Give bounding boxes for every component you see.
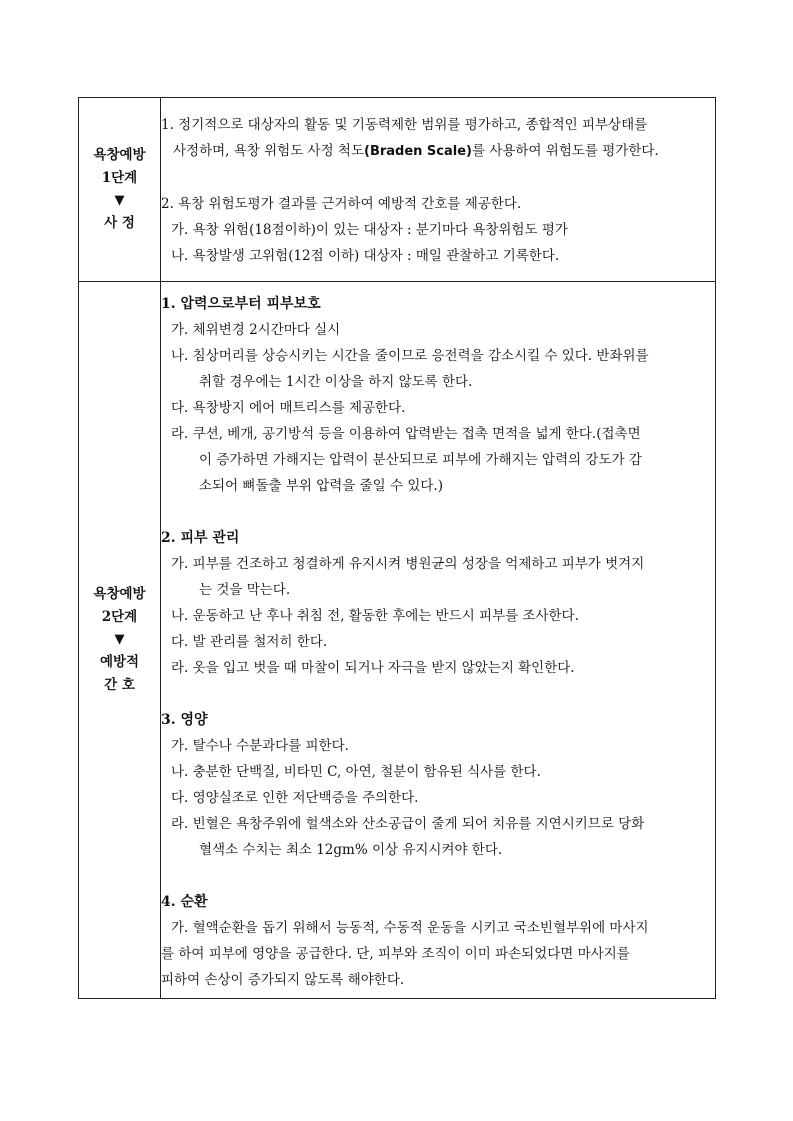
stage1-item1-line2 (161, 138, 715, 165)
paragraph-line: 를 하여 피부에 영양을 공급한다. 단, 피부와 조직이 이미 파손되었다면 마사지를 (161, 946, 630, 962)
list-item (161, 603, 715, 629)
stage1-content-cell (161, 98, 716, 282)
list-item (161, 785, 715, 811)
paragraph-line: 피하여 손상이 증가되지 않도록 해야한다. (161, 972, 405, 988)
down-arrow-icon: ▼ (114, 632, 125, 647)
down-arrow-icon: ▼ (114, 193, 125, 208)
list-item-line: 나. 충분한 단백질, 비타민 C, 아연, 철분이 함유된 식사를 한다. (171, 764, 541, 780)
list-item (161, 551, 715, 603)
section-title: 3. 영양 (161, 712, 208, 728)
list-item-line: 다. 욕창방지 에어 매트리스를 제공한다. (171, 400, 406, 416)
list-item (161, 733, 715, 759)
list-item (161, 317, 715, 343)
list-item-line: 나. 운동하고 난 후나 취침 전, 활동한 후에는 반드시 피부를 조사한다. (171, 608, 579, 624)
list-item-line: 다. 영양실조로 인한 저단백증을 주의한다. (171, 790, 419, 806)
paragraph-line: 가. 혈액순환을 돕기 위해서 능동적, 수동적 운동을 시키고 국소빈혈부위에 마사지 (171, 920, 649, 936)
list-item (161, 811, 715, 863)
stage1-item1-text-a: 사정하며, 욕창 위험도 사정 척도 (173, 143, 364, 159)
stage2-label-step: 2단계 (101, 609, 138, 625)
list-item-line: 가. 피부를 건조하고 청결하게 유지시켜 병원균의 성장을 억제하고 피부가 벗겨지 (171, 556, 645, 572)
list-item-continuation: 취할 경우에는 1시간 이상을 하지 않도록 한다. (199, 374, 473, 390)
spacer (161, 165, 715, 191)
list-item (161, 343, 715, 395)
list-item-line: 가. 체위변경 2시간마다 실시 (171, 322, 341, 338)
list-item-line: 라. 쿠션, 베개, 공기방석 등을 이용하여 압력받는 접촉 면적을 넓게 한다.(접촉면 (171, 426, 641, 442)
stage1-item2-b: 나. 욕창발생 고위험(12점 이하) 대상자 : 매일 관찰하고 기록한다. (171, 248, 560, 264)
list-item-continuation: 소되어 뼈돌출 부위 압력을 줄일 수 있다.) (199, 478, 443, 494)
spacer (161, 499, 715, 525)
spacer (161, 681, 715, 707)
section-title: 4. 순환 (161, 894, 208, 910)
list-item-continuation: 혈색소 수치는 최소 12gm% 이상 유지시켜야 한다. (199, 842, 503, 858)
stage2-label-cell (79, 282, 161, 999)
list-item (161, 759, 715, 785)
spacer (161, 863, 715, 889)
stage1-label-cell (79, 98, 161, 282)
list-item (161, 421, 715, 499)
stage2-row (79, 282, 716, 999)
list-item (161, 395, 715, 421)
stage1-label-step: 1단계 (101, 170, 138, 186)
stage1-item2-a: 가. 욕창 위험(18점이하)이 있는 대상자 : 분기마다 욕창위험도 평가 (171, 222, 568, 238)
list-item-line: 라. 옷을 입고 벗을 때 마찰이 되거나 자극을 받지 않았는지 확인한다. (171, 660, 575, 676)
list-item-line: 라. 빈혈은 욕창주위에 헐색소와 산소공급이 줄게 되어 치유를 지연시키므로 당화 (171, 816, 645, 832)
stage1-label-title: 욕창예방 (93, 147, 146, 163)
list-item-continuation: 이 증가하면 가해지는 압력이 분산되므로 피부에 가해지는 압력의 강도가 감 (199, 452, 642, 468)
list-item (161, 655, 715, 681)
stage1-label-name: 사 정 (104, 215, 135, 231)
braden-scale-term: (Braden Scale) (364, 144, 472, 159)
stage2-label-title: 욕창예방 (93, 586, 146, 602)
stage2-content-cell (161, 282, 716, 999)
list-item-line: 가. 탈수나 수분과다를 피한다. (171, 738, 349, 754)
section-title: 2. 피부 관리 (161, 530, 240, 546)
list-item-continuation: 는 것을 막는다. (199, 582, 291, 598)
list-item (161, 629, 715, 655)
stage1-item1-text-b: 를 사용하여 위험도를 평가한다. (472, 143, 659, 159)
section-title: 1. 압력으로부터 피부보호 (161, 296, 321, 312)
stage2-label-name: 예방적 (99, 654, 140, 670)
stage1-item2: 2. 욕창 위험도평가 결과를 근거하여 예방적 간호를 제공한다. (161, 196, 522, 212)
stage2-label-name2: 간 호 (104, 677, 135, 693)
list-item-line: 다. 발 관리를 철저히 한다. (171, 634, 328, 650)
list-item-line: 나. 침상머리를 상승시키는 시간을 줄이므로 응전력을 감소시킬 수 있다. 반좌위를 (171, 348, 649, 364)
pressure-ulcer-prevention-table (78, 97, 716, 999)
stage1-item1-line1: 1. 정기적으로 대상자의 활동 및 기동력제한 범위를 평가하고, 종합적인 피부상태를 (161, 117, 648, 133)
stage1-row (79, 98, 716, 282)
